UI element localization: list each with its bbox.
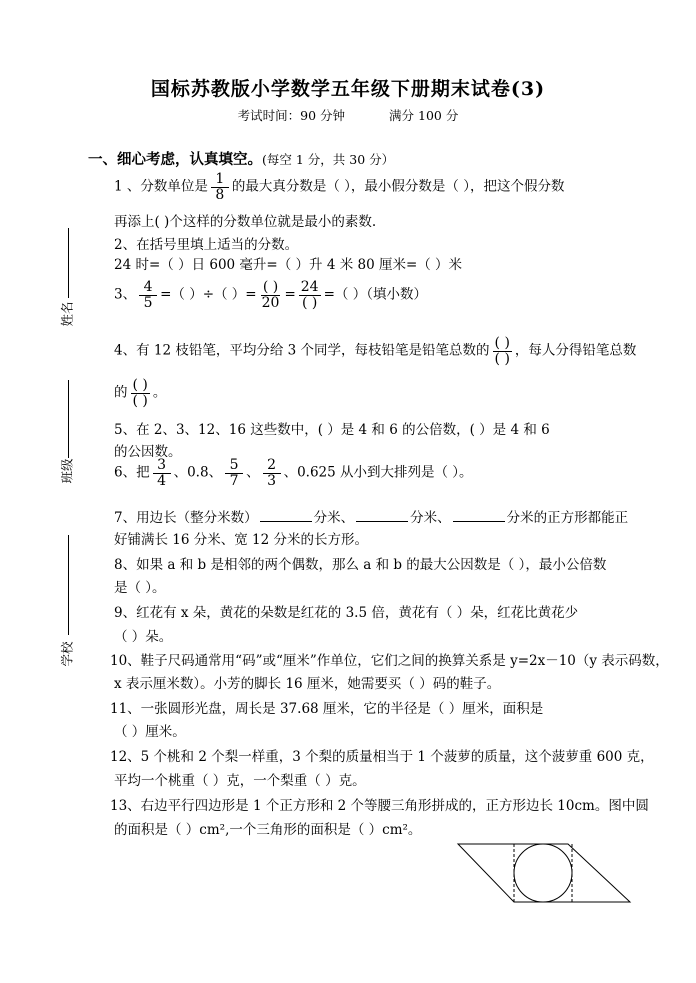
question-10: 10、鞋子尺码通常用“码”或“厘米”作单位，它们之间的换算关系是 y=2x－10（y 表示码数，	[110, 653, 669, 669]
question-10-cont: x 表示厘米数）。小芳的脚长 16 厘米，她需要买（ ）码的鞋子。	[114, 676, 501, 692]
q3-fraction-1	[139, 280, 157, 310]
parallelogram-figure	[456, 842, 632, 904]
frac-denominator: ( )	[132, 392, 148, 409]
parallelogram-outline	[458, 844, 630, 902]
exam-time: 考试时间：90 分钟	[237, 108, 346, 123]
frac-denominator: 5	[143, 294, 153, 311]
question-4-cont	[114, 378, 166, 408]
q4-text: 4、有 12 枝铅笔，平均分给 3 个同学，每枝铅笔是铅笔总数的	[114, 342, 490, 359]
frac-denominator: 4	[157, 472, 167, 489]
question-2: 2、在括号里填上适当的分数。	[114, 237, 299, 253]
q7-text-2: 分米、	[313, 510, 355, 526]
frac-denominator: ( )	[494, 350, 510, 367]
q3-eq: =	[284, 286, 296, 303]
q3-prefix: 3、	[114, 286, 137, 303]
q3-fraction-3	[299, 280, 321, 310]
question-5-cont: 的公因数。	[114, 444, 182, 460]
margin-line-middle	[68, 380, 69, 458]
q4-text-4: 。	[152, 384, 167, 401]
question-13: 13、右边平行四边形是 1 个正方形和 2 个等腰三角形拼成的，正方形边长 10cm。图中圆	[110, 798, 649, 814]
frac-numerator: 5	[225, 458, 243, 474]
frac-denominator: 3	[267, 472, 277, 489]
inscribed-circle	[514, 844, 572, 902]
question-3	[114, 280, 427, 310]
q6-text-3: 、	[246, 464, 260, 481]
name-label: 姓名	[59, 301, 75, 327]
question-7	[114, 506, 628, 526]
frac-numerator: 4	[139, 280, 157, 296]
full-score: 满分 100 分	[389, 108, 459, 123]
question-12-cont: 平均一个桃重（ ）克，一个梨重（ ）克。	[114, 773, 366, 789]
frac-denominator: ( )	[301, 294, 318, 311]
q1-text: 1 、分数单位是	[114, 178, 208, 195]
answer-blank[interactable]	[260, 509, 312, 522]
q6-fraction-2	[225, 458, 243, 488]
frac-numerator: 3	[153, 458, 171, 474]
frac-denominator: 8	[215, 186, 225, 203]
frac-numerator: ( )	[132, 377, 148, 393]
q6-text-2: 、0.8、	[173, 464, 223, 481]
question-4	[114, 336, 636, 366]
q4-fraction-1	[493, 336, 512, 366]
margin-line-bottom	[68, 535, 69, 635]
q7-text-3: 分米、	[410, 510, 451, 526]
exam-info	[0, 106, 696, 124]
q1-fraction	[211, 172, 229, 202]
section-heading	[88, 148, 394, 169]
question-6	[114, 458, 473, 488]
question-12: 12、5 个桃和 2 个梨一样重，3 个梨的质量相当于 1 个菠萝的质量，这个菠萝重 600 克，	[110, 749, 654, 765]
question-11: 11、一张圆形光盘，周长是 37.68 厘米，它的半径是（ ）厘米，面积是	[110, 701, 544, 717]
q6-fraction-1	[153, 458, 171, 488]
question-1	[114, 172, 564, 202]
margin-line-top	[68, 228, 69, 298]
q6-fraction-3	[263, 458, 281, 488]
question-8: 8、如果 a 和 b 是相邻的两个偶数，那么 a 和 b 的最大公因数是（ ），最小公倍数	[114, 557, 607, 573]
q4-text-2: ，每人分得铅笔总数	[514, 342, 637, 359]
q7-text-4: 分米的正方形都能正	[506, 510, 629, 526]
frac-denominator: 20	[261, 294, 280, 311]
question-13-cont: 的面积是（ ）cm²,一个三角形的面积是（ ）cm²。	[114, 822, 422, 838]
frac-denominator: 7	[229, 472, 239, 489]
q4-text-3: 的	[114, 384, 128, 401]
q3-mid: =（ ）÷（ ）=	[160, 286, 257, 303]
section-title: 一、细心考虑，认真填空。	[88, 151, 262, 168]
q6-text-4: 、0.625 从小到大排列是（ ）。	[283, 464, 473, 481]
question-9-cont: （ ）朵。	[114, 629, 173, 645]
question-5: 5、在 2、3、12、16 这些数中，( ）是 4 和 6 的公倍数，( ）是 4 和 6	[114, 422, 550, 438]
q6-text: 6、把	[114, 464, 150, 481]
school-label: 学校	[59, 641, 75, 667]
frac-numerator: 2	[263, 458, 281, 474]
question-2-items: 24 时=（ ）日 600 毫升=（ ）升 4 米 80 厘米=（ ）米	[114, 257, 463, 273]
page-title: 国标苏教版小学数学五年级下册期末试卷(3)	[150, 78, 546, 100]
q4-fraction-2	[131, 378, 150, 408]
q3-end: =（ ）（填小数）	[323, 286, 427, 303]
question-1-cont: 再添上( )个这样的分数单位就是最小的素数.	[114, 214, 377, 230]
frac-numerator: 24	[300, 279, 319, 295]
q7-text: 7、用边长（整分米数）	[114, 510, 258, 526]
question-7-cont: 好铺满长 16 分米、宽 12 分米的长方形。	[114, 532, 369, 548]
q1-text-2: 的最大真分数是（ ），最小假分数是（ ），把这个假分数	[231, 178, 565, 195]
q3-fraction-2	[260, 280, 282, 310]
frac-numerator: ( )	[494, 335, 510, 351]
frac-numerator: ( )	[262, 279, 279, 295]
question-11-cont: （ ）厘米。	[114, 724, 186, 740]
answer-blank[interactable]	[453, 509, 505, 522]
answer-blank[interactable]	[356, 509, 408, 522]
question-8-cont: 是（ ）。	[114, 580, 166, 596]
frac-numerator: 1	[211, 172, 229, 188]
question-9: 9、红花有 x 朵，黄花的朵数是红花的 3.5 倍，黄花有（ ）朵，红花比黄花少	[114, 605, 579, 621]
section-note: (每空 1 分，共 30 分）	[262, 152, 395, 167]
class-label: 班级	[59, 458, 75, 484]
